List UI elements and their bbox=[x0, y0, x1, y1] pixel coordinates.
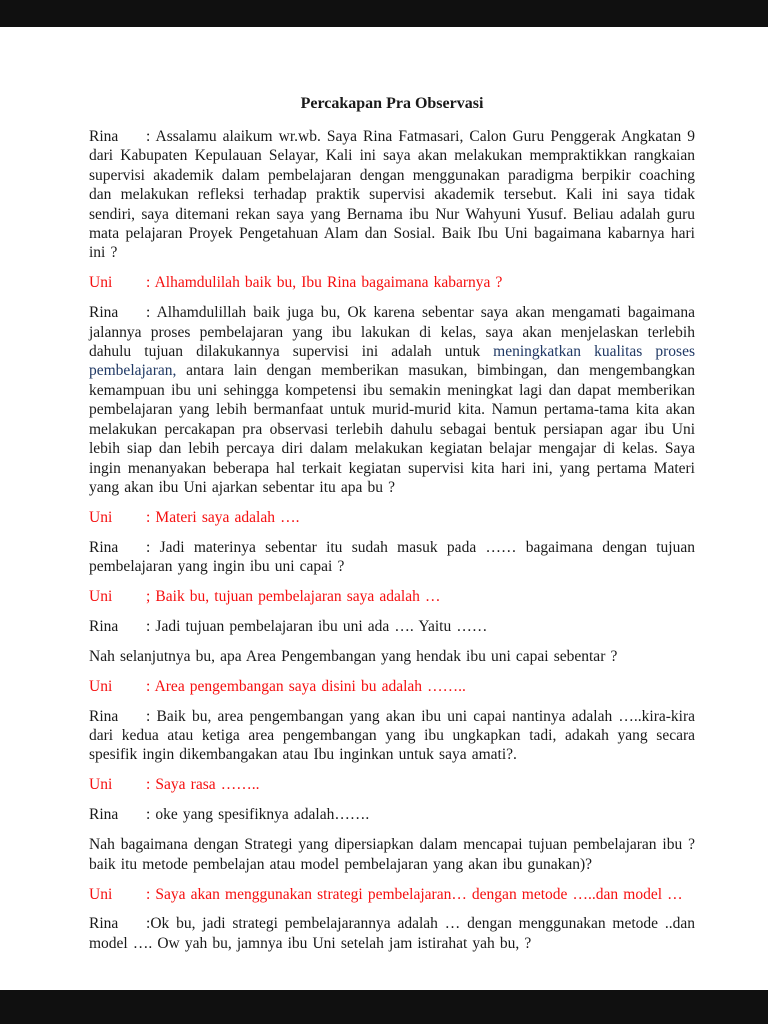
speaker-separator: : bbox=[146, 538, 160, 556]
dialogue-paragraph bbox=[89, 538, 695, 577]
dialogue-text: Materi saya adalah …. bbox=[155, 508, 300, 526]
dialogue-paragraph bbox=[89, 587, 695, 606]
speaker-separator: : bbox=[146, 274, 155, 292]
speaker-label: Rina bbox=[89, 617, 119, 635]
dialogue-text: Area pengembangan saya disini bu adalah …….. bbox=[154, 677, 466, 695]
speaker-separator: ; bbox=[146, 588, 156, 606]
speaker-separator: : bbox=[146, 508, 156, 526]
speaker-label: Uni bbox=[89, 885, 113, 903]
speaker-separator: : bbox=[146, 617, 156, 635]
dialogue-text: Baik bu, area pengembangan yang akan ibu uni capai nantinya adalah …..kira-kira dari kedua atau ketiga area pengembangan yang ibu ungkapkan tadi, adakah yang secara spesifik ingin dikembangakan atau Ibu inginkan untuk saya amati?. bbox=[89, 707, 695, 764]
speaker-label: Rina bbox=[89, 806, 119, 824]
narration-paragraph bbox=[89, 647, 695, 666]
dialogue-paragraph bbox=[89, 775, 695, 794]
speaker-separator: : bbox=[146, 885, 156, 903]
dialogue-paragraph bbox=[89, 127, 695, 263]
dialogue-text: Alhamdulillah baik juga bu, Ok karena sebentar saya akan mengamati bagaimana jalannya proses pembelajaran yang ibu lakukan di kelas, saya akan menjelaskan terlebih dahulu tujuan dilakukannya supervisi ini adalah untuk bbox=[89, 304, 695, 361]
dialogue-paragraph bbox=[89, 805, 695, 824]
dialogue-text: Alhamdulilah baik bu, Ibu Rina bagaimana kabarnya ? bbox=[154, 274, 503, 292]
dialogue-text: antara lain dengan memberikan masukan, bimbingan, dan mengembangkan kemampuan ibu uni sehingga kompetensi ibu semakin meningkat lagi dan dapat memberikan pembelajaran yang lebih bermanfaat untuk murid-murid kita. Namun pertama-tama kita akan melakukan percakapan pra observasi terlebih dahulu sebagai bentuk persiapan agar ibu Uni lebih siap dan lebih percaya diri dalam melakukan kegiatan belajar mengajar di kelas. Saya ingin menanyakan beberapa hal terkait kegiatan supervisi kita hari ini, yang pertama Materi yang akan ibu Uni ajarkan sebentar itu apa bu ? bbox=[89, 362, 695, 496]
speaker-label: Rina bbox=[89, 304, 119, 322]
dialogue-paragraph bbox=[89, 914, 695, 953]
speaker-label: Rina bbox=[89, 538, 119, 556]
speaker-separator: : bbox=[146, 707, 157, 725]
dialogue-text: Nah bagaimana dengan Strategi yang dipersiapkan dalam mencapai tujuan pembelajaran ibu ? baik itu metode pembelajan atau model pembelajaran yang akan ibu gunakan)? bbox=[89, 836, 695, 873]
dialogue-paragraph bbox=[89, 273, 695, 292]
dialogue-text: Saya rasa …….. bbox=[155, 776, 260, 794]
speaker-separator: : bbox=[146, 776, 156, 794]
dialogue-text: Saya akan menggunakan strategi pembelajaran… dengan metode …..dan model … bbox=[155, 885, 683, 903]
letterbox-top-bar bbox=[0, 0, 768, 27]
speaker-label: Rina bbox=[89, 707, 119, 725]
dialogue-paragraph bbox=[89, 677, 695, 696]
emphasis-navy-text: meningkatkan kualitas proses pembelajaran, bbox=[89, 343, 695, 380]
speaker-label: Rina bbox=[89, 128, 119, 145]
speaker-separator: : bbox=[146, 915, 151, 933]
speaker-separator: : bbox=[146, 128, 156, 145]
dialogue-text: Jadi tujuan pembelajaran ibu uni ada …. Yaitu …… bbox=[155, 617, 488, 635]
speaker-separator: : bbox=[146, 304, 157, 322]
dialogue-paragraph bbox=[89, 707, 695, 765]
narration-paragraph bbox=[89, 835, 695, 874]
speaker-label: Uni bbox=[89, 508, 113, 526]
dialogue-text: oke yang spesifiknya adalah……. bbox=[155, 806, 370, 824]
speaker-separator: : bbox=[146, 677, 155, 695]
speaker-label: Uni bbox=[89, 776, 113, 794]
dialogue-text: Nah selanjutnya bu, apa Area Pengembangan yang hendak ibu uni capai sebentar ? bbox=[89, 647, 618, 665]
dialogue bbox=[89, 127, 695, 953]
dialogue-paragraph bbox=[89, 303, 695, 497]
dialogue-paragraph bbox=[89, 617, 695, 636]
dialogue-text: Ok bu, jadi strategi pembelajarannya adalah … dengan menggunakan metode ..dan model …. Ow yah bu, jamnya ibu Uni setelah jam istirahat yah bu, ? bbox=[89, 915, 695, 952]
speaker-label: Uni bbox=[89, 677, 113, 695]
dialogue-text: Assalamu alaikum wr.wb. Saya Rina Fatmasari, Calon Guru Penggerak Angkatan 9 dari Kabupaten Kepulauan Selayar, Kali ini saya akan melakukan mempraktikkan rangkaian supervisi akademik dalam pembelajaran dengan menggunakan paradigma berpikir coaching dan melakukan refleksi terhadap praktik supervisi akademik tersebut. Kali ini saya tidak sendiri, saya ditemani rekan saya yang Bernama ibu Nur Wahyuni Yusuf. Beliau adalah guru mata pelajaran Proyek Pengetahuan Alam dan Sosial. Baik Ibu Uni bagaimana kabarnya hari ini ? bbox=[89, 128, 695, 262]
dialogue-text: Baik bu, tujuan pembelajaran saya adalah … bbox=[155, 588, 441, 606]
dialogue-text: Jadi materinya sebentar itu sudah masuk pada …… bagaimana dengan tujuan pembelajaran yang ingin ibu uni capai ? bbox=[89, 538, 695, 576]
dialogue-paragraph bbox=[89, 885, 695, 904]
document-title: Percakapan Pra Observasi bbox=[300, 95, 484, 112]
document-page bbox=[0, 27, 768, 990]
speaker-label: Uni bbox=[89, 274, 113, 292]
speaker-label: Uni bbox=[89, 588, 113, 606]
speaker-label: Rina bbox=[89, 915, 119, 933]
dialogue-paragraph bbox=[89, 508, 695, 527]
speaker-separator: : bbox=[146, 806, 156, 824]
letterbox-bottom-bar bbox=[0, 990, 768, 1024]
